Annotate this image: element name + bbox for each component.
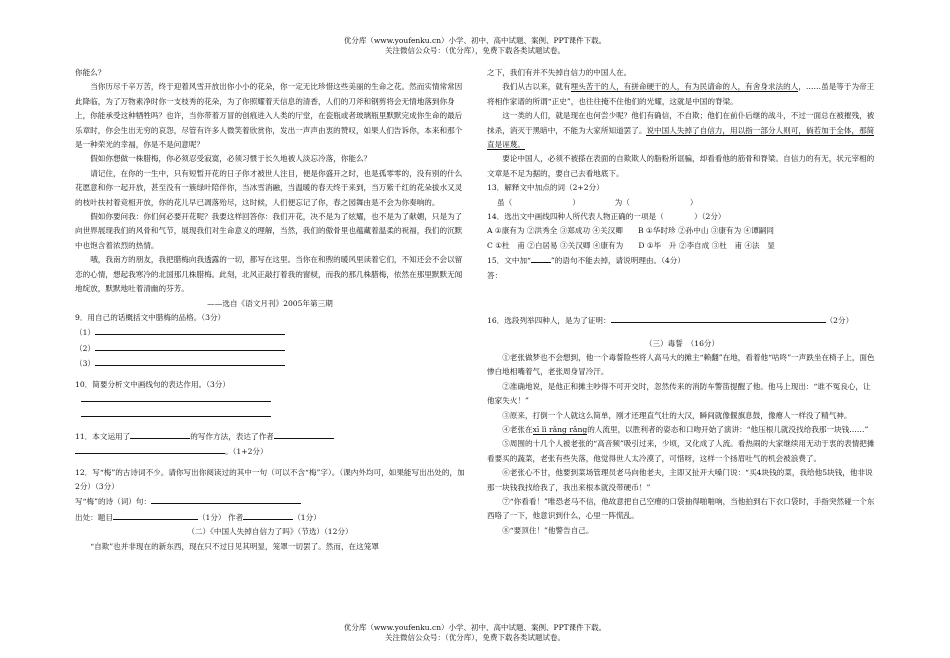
answer-label: 答： [487, 270, 503, 280]
answer-blank[interactable] [95, 356, 285, 366]
paragraph: ⑥老张心不甘，他要到菜场管理员老马向他老夫，主即又扯开大嗓门说：“买4块钱的菜，我给他5块钱，他非说那一块钱我找给我了，我出来根本就没带硬币！” [487, 468, 873, 492]
answer-blank[interactable] [95, 325, 285, 335]
answer-blank[interactable] [81, 407, 271, 417]
paragraph: 假如你想做一株腊梅，你必须忍受寂寞，必须习惯于长久地被人淡忘冷落，你能么？ [90, 154, 372, 164]
question-11: 11．本文运用了 的写作方法，表达了作者 [75, 429, 465, 444]
answer-line-2: （2） [75, 341, 465, 356]
left-column: 你能么？ 当你历尽千辛万苦，终于迎着风雪开放出你小小的花朵，你一定无比珍惜这些美丽的生命之花。然而实情常常因此降临，为了万物素净时你一支枝秀的花朵，为了你照耀着天信息的清香，人们的刀斧和钢剪将会无情地落到你身上，你能承受这种牺牲吗？也许，当你带着万冒的创痕进入人类的厅堂，在瓷瓶或者玻璃瓶里默默完成你生命的最后乐章时，你会生出无穷的哀怨，尽管有许多人微笑着欣赏你，发出一声声由衷的赞叹，如果人们告诉你，本来和那个是一种荣光的幸福，你是不是问意呢？ 假如你想做一株腊梅，你必须忍受寂寞，必须习惯于长久地被人淡忘冷落，你能么？ 请记住，在你的一生中，只有短暂开花的日子你才被世人注目，便是你盛开之时，也是孤零零的，没有别的什么花愿意和你一起开放，甚至没有一簇绿叶陪伴你，当冰雪消融，当温暖的春天终于来到，当万紫千红的花朵拔水又灵的枝叶扶衬着竞相开放，你的花儿早已凋落殆尽，这时候，人们便忘记了你，春之园舞由是不会为你奏响的。 假如你要问我：你们何必要开花呢？我要这样回答你：我们开花，决不是为了炫耀，也不是为了献媚，只是为了向世界展现我们的风骨和气节，展现我们对生命意义的理解，当然，我们的傲骨里也蕴藏着温柔的祝福，我们的沉默中也饱含着浓烈的热情。 哦，我南方的朋友，我把腊梅向我透露的一切，都写在这里。当你在和煦的暖风里读着它们，不知还会不会以留恋的心情，想起我寒冷的北国那几株腊梅。此刻，北风正敲打着我的窗棂，而我的那几株腊梅，依然在那里默默无闻地绽放，默默地吐着清幽的芬芳。 ——选自《语文月刊》2005年第三期 9．用自己的话概括文中腊梅的品格。（3分） （1） （2） （3） 10．简要分析文中画线句的表达作用。（3分） 11．本文运用了 的写作方法，表达了作者 。（1+2分） 12．写“梅”的古诗词不少。请你写出你阅读过的其中一句（可以不含“梅”字）。（课内外均可，如果能写出出处的，加2分）（3分） 写“梅”的诗（词）句： 出处：题目 （1分） 作者 （1分） （二）《中国人失掉自信力了吗》（节选）（12分） “自欺”也并非现在的新东西，现在只不过日见其明显，笼罩一切罢了。然而，在这笼罩 [75, 66, 465, 554]
answer-line-1: （1） [75, 325, 465, 340]
question-13: 13．解释文中加点的词（2+2分） [487, 183, 604, 193]
paragraph: 你能么？ [75, 68, 106, 77]
question-14-options-2: C ①杜 甫 ②白居易 ③关汉卿 ④康有为 D ①毕 升 ②李自成 ③杜 甫 ④法 显 [487, 240, 775, 250]
answer-blank[interactable] [81, 392, 271, 402]
question-9: 9．用自己的话概括文中腊梅的品格。（3分） [75, 312, 226, 322]
answer-blank[interactable] [611, 313, 826, 323]
section-2-title: （二）《中国人失掉自信力了吗》（节选）（12分） [187, 527, 353, 537]
paragraph: 当你历尽千辛万苦，终于迎着风雪开放出你小小的花朵，你一定无比珍惜这些美丽的生命之花。然而实情常常因此降临，为了万物素净时你一支枝秀的花朵，为了你照耀着天信息的清香，人们的刀斧和钢剪将会无情地落到你身上，你能承受这种牺牲吗？也许，当你带着万冒的创痕进入人类的厅堂，在瓷瓶或者玻璃瓶里默默完成你生命的最后乐章时，你会生出无穷的哀怨，尽管有许多人微笑着欣赏你，发出一声声由衷的赞叹，如果人们告诉你，本来和那个是一种荣光的幸福，你是不是问意呢？ [75, 82, 463, 150]
page-footer [0, 623, 950, 643]
paragraph: 要论中国人，必须不被搽在表面的自欺欺人的脂粉所诓骗，却看看他的筋骨和脊梁。自信力的有无，状元宰相的文章是不足为据的，要自己去看地底下。 [487, 154, 875, 178]
answer-blank[interactable] [130, 429, 190, 439]
question-14: 14．选出文中画线四种人所代表人物正确的一项是（ ）（2分） [487, 212, 726, 222]
section-3-title: （三）毒誓 （16分） [644, 338, 720, 348]
question-15: 15．文中加“ ”的语句不能去掉，请说明理由。（4分） [487, 253, 877, 268]
paragraph: 哦，我南方的朋友，我把腊梅向我透露的一切，都写在这里。当你在和煦的暖风里读着它们，不知还会不会以留恋的心情，想起我寒冷的北国那几株腊梅。此刻，北风正敲打着我的窗棂，而我的那几株腊梅，依然在那里默默无闻地绽放，默默地吐着清幽的芬芳。 [75, 255, 463, 294]
paragraph: 假如你要问我：你们何必要开花呢？我要这样回答你：我们开花，决不是为了炫耀，也不是为了献媚，只是为了向世界展现我们的风骨和气节，展现我们对生命意义的理解，当然，我们的傲骨里也蕴藏着温柔的祝福，我们的沉默中也饱含着浓烈的热情。 [75, 212, 463, 250]
question-14-options-1: A ①康有为 ②洪秀全 ③郑成功 ④关汉卿 B ①华时珍 ②孙中山 ③康有为 ④谭嗣同 [487, 226, 774, 236]
answer-blank[interactable] [95, 341, 285, 351]
paragraph: 之下，我们有并不失掉自信力的中国人在。 [487, 68, 632, 77]
paragraph: ⑦“你看看！”唯恐老马不信，他故意把自己空瘪的口袋抽得啪啪响，当他拍到右下衣口袋时，手指突然碰一个东西咯了一下，他意识到什么，心里一阵慌乱。 [487, 496, 875, 521]
question-12: 12．写“梅”的古诗词不少。请你写出你阅读过的其中一句（可以不含“梅”字）。（课内外均可，如果能写出出处的，加2分）（3分） [75, 467, 465, 491]
header-line-2: 关注微信公众号：（优分库），免费下载各类试题试卷。 [385, 46, 565, 55]
question-13-blanks: 虽（ ） 为（ ） [497, 197, 698, 207]
paragraph: 请记住，在你的一生中，只有短暂开花的日子你才被世人注目，便是你盛开之时，也是孤零零的，没有别的什么花愿意和你一起开放，甚至没有一簇绿叶陪伴你，当冰雪消融，当温暖的春天终于来到，当万紫千红的花朵拔水又灵的枝叶扶衬着竞相开放，你的花儿早已凋落殆尽，这时候，人们便忘记了你，春之园舞由是不会为你奏响的。 [75, 168, 463, 207]
question-10: 10．简要分析文中画线句的表达作用。（3分） [75, 379, 230, 389]
paragraph: ②准确地说，是他正和摊主吵得不可开交时，忽然传来的消防车警笛提醒了他。他马上现出：“谁不冤良心，让他家失火！” [487, 381, 871, 406]
footer-line-1: 优分库（www.youfenku.cn）小学、初中、高中试题、案例、PPT课件下载。 [343, 623, 607, 632]
answer-blank[interactable] [151, 494, 301, 504]
source-line: ——选自《语文月刊》2005年第三期 [207, 298, 333, 308]
underlined-text: 埋头苦干的人，有拼命硬干的人，有为民请命的人，有舍身求法的人 [570, 82, 799, 92]
pinyin-blank: xī lì rǎng rǎng [532, 424, 588, 434]
answer-blank[interactable] [243, 510, 293, 520]
paragraph: ⑧“要顶住！”他警告自己。 [502, 525, 594, 535]
paragraph: ⑤周围的十几个人被老张的“高音频”吸引过来，少顷，又化成了人流。看热闹的大家继续用无动于衷的表情把摊看要买的蔬菜，老张有些失落，他觉得世人太冷漠了，可惜呀，这样一个扬眉吐气的机会被浪费了。 [487, 439, 875, 463]
question-16: 16．选段列举四种人，是为了证明： （2分） [487, 313, 877, 328]
paragraph: 这一类的人们，就是现在也何尝少呢？他们有确信，不自欺；他们在前仆后继的战斗，不过一面总在被摧残，被抹杀，消灭于黑暗中，不能为大家所知道罢了。说中国人失掉了自信力，用以指一部分人则可，倘若加于全体，那简直是诬蔑。 [487, 111, 875, 150]
paragraph: 我们从古以来，就有埋头苦干的人，有拼命硬干的人，有为民请命的人，有舍身求法的人，……虽是等于为帝王将相作家谱的所谓“正史”，也往往掩不住他们的光耀，这就是中国的脊梁。 [487, 82, 875, 106]
right-column [487, 66, 877, 538]
underlined-text: 说中国人失掉了自信力，用以指一部分人则可，倘若加于全体，那简直是诬蔑。 [487, 125, 875, 150]
paragraph: ③原来，打倒一个人就这么简单，刚才还理直气壮的大汉，瞬间就像偃旗息鼓，像瘪人一样没了精气神。 [502, 410, 852, 420]
answer-blank[interactable] [113, 510, 198, 520]
paragraph: ④老张在xī lì rǎng rǎng的人流里，以胜利者的姿态和口吻开始了演讲：“他压根儿就没找给我那一块钱……” [502, 424, 869, 434]
paragraph: “自欺”也并非现在的新东西，现在只不过日见其明显，笼罩一切罢了。然而，在这笼罩 [90, 541, 379, 551]
footer-line-2: 关注微信公众号：（优分库），免费下载各类试题试卷。 [385, 633, 565, 642]
answer-blank[interactable] [75, 444, 225, 454]
answer-line-3: （3） [75, 356, 465, 371]
header-line-1: 优分库（www.youfenku.cn）小学、初中、高中试题、案例、PPT课件下载。 [343, 36, 607, 45]
paragraph: ①老张做梦也不会想到，他一个毒誓险些将人高马大的摊主“赖翻”在地，看着他“咕咚”一声跌坐在椅子上，面色惨白地相嘴着气，老张周身冒冷汗。 [487, 352, 875, 377]
answer-blank[interactable] [274, 429, 334, 439]
page-header [0, 36, 950, 56]
